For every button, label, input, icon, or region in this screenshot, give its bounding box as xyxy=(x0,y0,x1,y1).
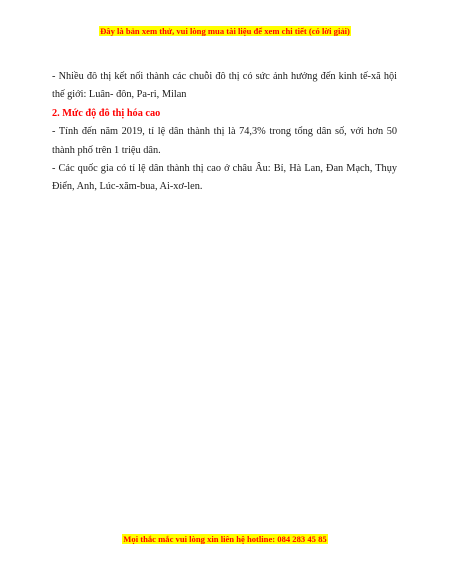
paragraph-high-urbanization-countries: - Các quốc gia có tỉ lệ dân thành thị cao ở châu Âu: Bỉ, Hà Lan, Đan Mạch, Thụy Điển, Anh, Lúc-xăm-bua, Ai-xơ-len. xyxy=(52,163,397,193)
hotline-text: Mọi thắc mắc vui lòng xin liên hệ hotline: 084 283 45 85 xyxy=(123,534,327,544)
document-body xyxy=(52,68,397,197)
preview-notice-banner xyxy=(0,27,450,36)
hotline-footer-banner xyxy=(0,535,450,544)
paragraph-urban-population-2019: - Tính đến năm 2019, tỉ lệ dân thành thị là 74,3% trong tổng dân số, với hơn 50 thành phố trên 1 triệu dân. xyxy=(52,126,397,156)
paragraph-urban-chains: - Nhiều đô thị kết nối thành các chuỗi đô thị có sức ảnh hưởng đến kinh tế-xã hội thế giới: Luân- đôn, Pa-ri, Milan xyxy=(52,71,397,101)
section-heading-urbanization-level: 2. Mức độ đô thị hóa cao xyxy=(52,107,161,119)
preview-notice-text: Đây là bản xem thử, vui lòng mua tài liệu để xem chi tiết (có lời giải) xyxy=(100,26,350,36)
